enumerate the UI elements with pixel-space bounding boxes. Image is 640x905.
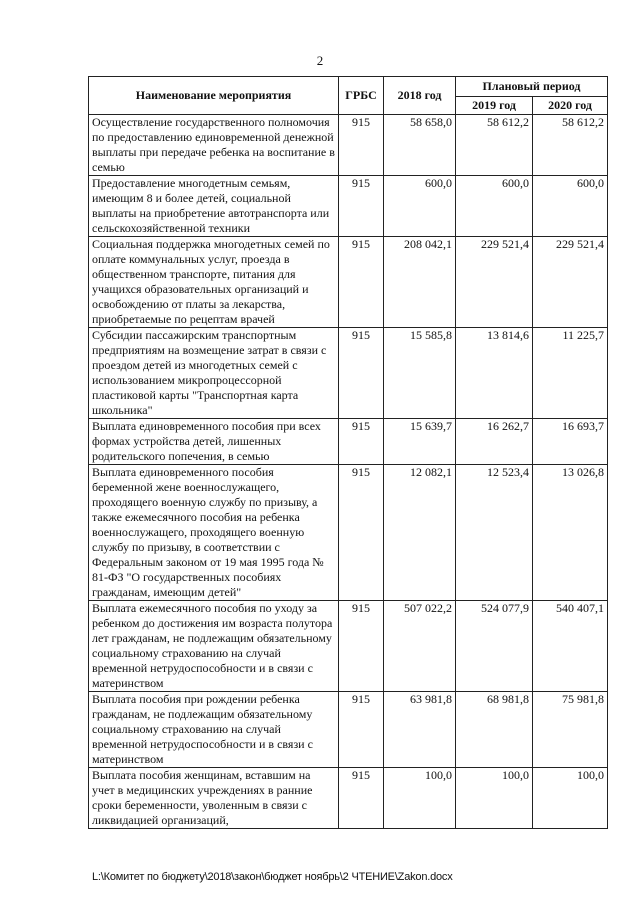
row-name: Выплата единовременного пособия беременной жене военнослужащего, проходящего военную службу по призыву, а также ежемесячного пособия на ребенка военнослужащего, проходящего военную службу по призыву, в соответствии с Федеральным законом от 19 мая 1995 года № 81-ФЗ "О государственных пособиях гражданам, имеющим детей" xyxy=(89,465,339,601)
row-grbs: 915 xyxy=(339,176,384,237)
row-2020: 229 521,4 xyxy=(533,237,608,328)
row-2019: 16 262,7 xyxy=(456,419,533,465)
row-grbs: 915 xyxy=(339,115,384,176)
row-2018: 208 042,1 xyxy=(384,237,456,328)
row-2018: 12 082,1 xyxy=(384,465,456,601)
table-row xyxy=(89,176,608,237)
budget-table xyxy=(88,76,608,829)
row-2019: 600,0 xyxy=(456,176,533,237)
row-2019: 13 814,6 xyxy=(456,328,533,419)
row-2018: 15 585,8 xyxy=(384,328,456,419)
row-2019: 58 612,2 xyxy=(456,115,533,176)
row-2018: 15 639,7 xyxy=(384,419,456,465)
row-2020: 100,0 xyxy=(533,768,608,829)
table-row xyxy=(89,237,608,328)
row-grbs: 915 xyxy=(339,237,384,328)
table-row xyxy=(89,465,608,601)
row-2018: 507 022,2 xyxy=(384,601,456,692)
row-name: Социальная поддержка многодетных семей по оплате коммунальных услуг, проезда в общественном транспорте, питания для учащихся образовательных организаций и освобождению от платы за лекарства, приобретаемые по рецептам врачей xyxy=(89,237,339,328)
row-2019: 12 523,4 xyxy=(456,465,533,601)
table-row xyxy=(89,692,608,768)
row-grbs: 915 xyxy=(339,768,384,829)
page-number: 2 xyxy=(316,53,324,68)
table-body xyxy=(89,115,608,829)
row-grbs: 915 xyxy=(339,419,384,465)
row-2020: 16 693,7 xyxy=(533,419,608,465)
footer-file-path: L:\Комитет по бюджету\2018\закон\бюджет ноябрь\2 ЧТЕНИЕ\Zakon.docx xyxy=(92,871,453,883)
row-name: Выплата единовременного пособия при всех формах устройства детей, лишенных родительского попечения, в семью xyxy=(89,419,339,465)
row-2020: 11 225,7 xyxy=(533,328,608,419)
row-name: Выплата пособия при рождении ребенка гражданам, не подлежащим обязательному социальному страхованию на случай временной нетрудоспособности и в связи с материнством xyxy=(89,692,339,768)
header-2019: 2019 год xyxy=(456,97,533,115)
row-2020: 75 981,8 xyxy=(533,692,608,768)
table-row xyxy=(89,601,608,692)
row-name: Осуществление государственного полномочия по предоставлению единовременной денежной выплаты при передаче ребенка на воспитание в семью xyxy=(89,115,339,176)
row-name: Выплата пособия женщинам, вставшим на учет в медицинских учреждениях в ранние сроки беременности, уволенным в связи с ликвидацией организаций, xyxy=(89,768,339,829)
row-grbs: 915 xyxy=(339,692,384,768)
row-2020: 13 026,8 xyxy=(533,465,608,601)
row-2020: 600,0 xyxy=(533,176,608,237)
row-2018: 63 981,8 xyxy=(384,692,456,768)
row-2019: 524 077,9 xyxy=(456,601,533,692)
table-row xyxy=(89,328,608,419)
row-grbs: 915 xyxy=(339,601,384,692)
row-2020: 540 407,1 xyxy=(533,601,608,692)
row-grbs: 915 xyxy=(339,328,384,419)
header-name: Наименование мероприятия xyxy=(89,77,339,115)
header-2020: 2020 год xyxy=(533,97,608,115)
row-2019: 68 981,8 xyxy=(456,692,533,768)
row-2018: 100,0 xyxy=(384,768,456,829)
table-row xyxy=(89,115,608,176)
row-2018: 600,0 xyxy=(384,176,456,237)
header-2018: 2018 год xyxy=(384,77,456,115)
row-grbs: 915 xyxy=(339,465,384,601)
table-row xyxy=(89,419,608,465)
header-row xyxy=(89,77,608,97)
header-grbs: ГРБС xyxy=(339,77,384,115)
row-2019: 100,0 xyxy=(456,768,533,829)
row-name: Субсидии пассажирским транспортным предприятиям на возмещение затрат в связи с проездом детей из многодетных семей с использованием микропроцессорной пластиковой карты "Транспортная карта школьника" xyxy=(89,328,339,419)
header-planned-period: Плановый период xyxy=(456,77,608,97)
row-2018: 58 658,0 xyxy=(384,115,456,176)
row-2020: 58 612,2 xyxy=(533,115,608,176)
table-row xyxy=(89,768,608,829)
row-name: Предоставление многодетным семьям, имеющим 8 и более детей, социальной выплаты на приобретение автотранспорта или сельскохозяйственной техники xyxy=(89,176,339,237)
row-name: Выплата ежемесячного пособия по уходу за ребенком до достижения им возраста полутора лет гражданам, не подлежащим обязательному социальному страхованию на случай временной нетрудоспособности и в связи с материнством xyxy=(89,601,339,692)
row-2019: 229 521,4 xyxy=(456,237,533,328)
